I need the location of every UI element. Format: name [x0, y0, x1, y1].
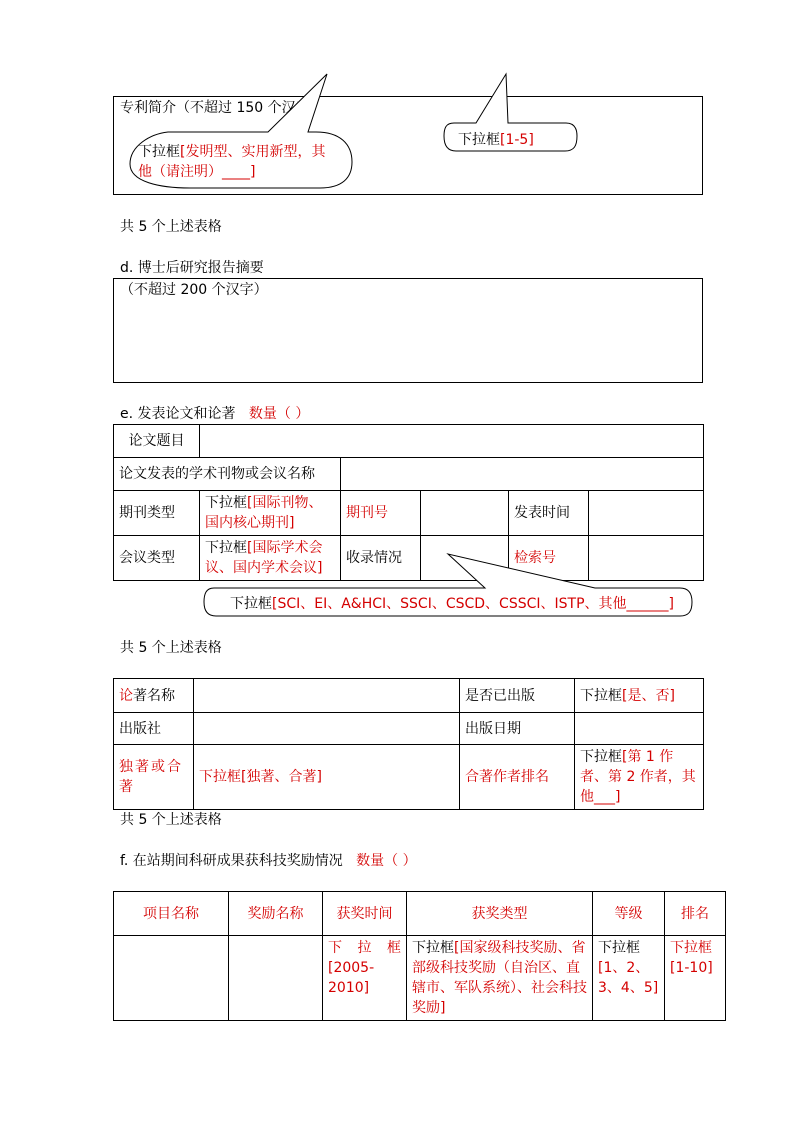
- coauthor-rank-dropdown[interactable]: 下拉框[第 1 作者、第 2 作者，其他___]: [575, 745, 704, 810]
- sole-coauthor-dropdown[interactable]: 下拉框[独著、合著]: [194, 745, 460, 810]
- table-row: [114, 745, 704, 810]
- issue-field[interactable]: [421, 491, 509, 536]
- header-award-type: 获奖类型: [407, 892, 593, 936]
- paper-title-field[interactable]: [200, 425, 704, 458]
- issue-label: 期刊号: [341, 491, 421, 536]
- patent-intro-label: 专利简介（不超过 150 个汉字）: [120, 100, 324, 116]
- award-table: [113, 891, 726, 1021]
- project-name-field[interactable]: [114, 936, 229, 1021]
- paper-title-label: 论文题目: [114, 425, 200, 458]
- table-row: [114, 491, 704, 536]
- pub-time-field[interactable]: [589, 491, 704, 536]
- index-no-label: 检索号: [509, 536, 589, 581]
- sole-coauthor-label: 独著或合著: [114, 745, 194, 810]
- repeat-note-2: 共 5 个上述表格: [120, 640, 222, 656]
- publisher-field[interactable]: [194, 713, 460, 745]
- header-project-name: 项目名称: [114, 892, 229, 936]
- award-name-field[interactable]: [229, 936, 323, 1021]
- table-row: [114, 458, 704, 491]
- postdoc-abstract-hint: （不超过 200 个汉字）: [120, 282, 268, 298]
- coauthor-rank-label: 合著作者排名: [460, 745, 575, 810]
- pub-date-field[interactable]: [575, 713, 704, 745]
- book-table: [113, 678, 704, 810]
- conf-type-dropdown[interactable]: 下拉框[国际学术会议、国内学术会议]: [200, 536, 341, 581]
- award-type-dropdown[interactable]: 下拉框[国家级科技奖励、省部级科技奖励（自治区、直辖市、军队系统）、社会科技奖励]: [407, 936, 593, 1021]
- journal-type-dropdown[interactable]: 下拉框[国际刊物、国内核心期刊]: [200, 491, 341, 536]
- award-time-dropdown[interactable]: 下拉框[2005-2010]: [323, 936, 407, 1021]
- publisher-label: 出版社: [114, 713, 194, 745]
- section-e-title: e. 发表论文和论著 数量（ ）: [120, 406, 310, 422]
- pub-date-label: 出版日期: [460, 713, 575, 745]
- award-count-label: 数量（ ）: [356, 853, 417, 869]
- table-row: [114, 936, 726, 1021]
- table-row: [114, 425, 704, 458]
- published-dropdown[interactable]: 下拉框[是、否]: [575, 679, 704, 713]
- index-callout-text: 下拉框[SCI、EI、A&HCI、SSCI、CSCD、CSSCI、ISTP、其他______]: [230, 596, 674, 612]
- conf-type-label: 会议类型: [114, 536, 200, 581]
- pub-time-label: 发表时间: [509, 491, 589, 536]
- header-award-time: 获奖时间: [323, 892, 407, 936]
- header-rank: 排名: [665, 892, 726, 936]
- venue-field[interactable]: [341, 458, 704, 491]
- header-level: 等级: [593, 892, 665, 936]
- table-header-row: [114, 892, 726, 936]
- book-name-label: 论著名称: [114, 679, 194, 713]
- rank-dropdown[interactable]: 下拉框[1-10]: [665, 936, 726, 1021]
- level-dropdown[interactable]: 下拉框[1、2、3、4、5]: [593, 936, 665, 1021]
- section-d-title: d. 博士后研究报告摘要: [120, 260, 264, 276]
- venue-label: 论文发表的学术刊物或会议名称: [114, 458, 341, 491]
- patent-type-callout-text: 下拉框[发明型、实用新型，其他（请注明）____]: [138, 144, 326, 180]
- repeat-note-3: 共 5 个上述表格: [120, 812, 222, 828]
- header-award-name: 奖励名称: [229, 892, 323, 936]
- patent-rank-callout-text: 下拉框[1-5]: [458, 132, 534, 148]
- published-label: 是否已出版: [460, 679, 575, 713]
- table-row: [114, 679, 704, 713]
- book-name-field[interactable]: [194, 679, 460, 713]
- table-row: [114, 713, 704, 745]
- paper-count-label: 数量（ ）: [248, 406, 310, 422]
- journal-type-label: 期刊类型: [114, 491, 200, 536]
- indexed-label: 收录情况: [341, 536, 421, 581]
- repeat-note-1: 共 5 个上述表格: [120, 219, 222, 235]
- section-f-title: f. 在站期间科研成果获科技奖励情况 数量（ ）: [120, 853, 417, 869]
